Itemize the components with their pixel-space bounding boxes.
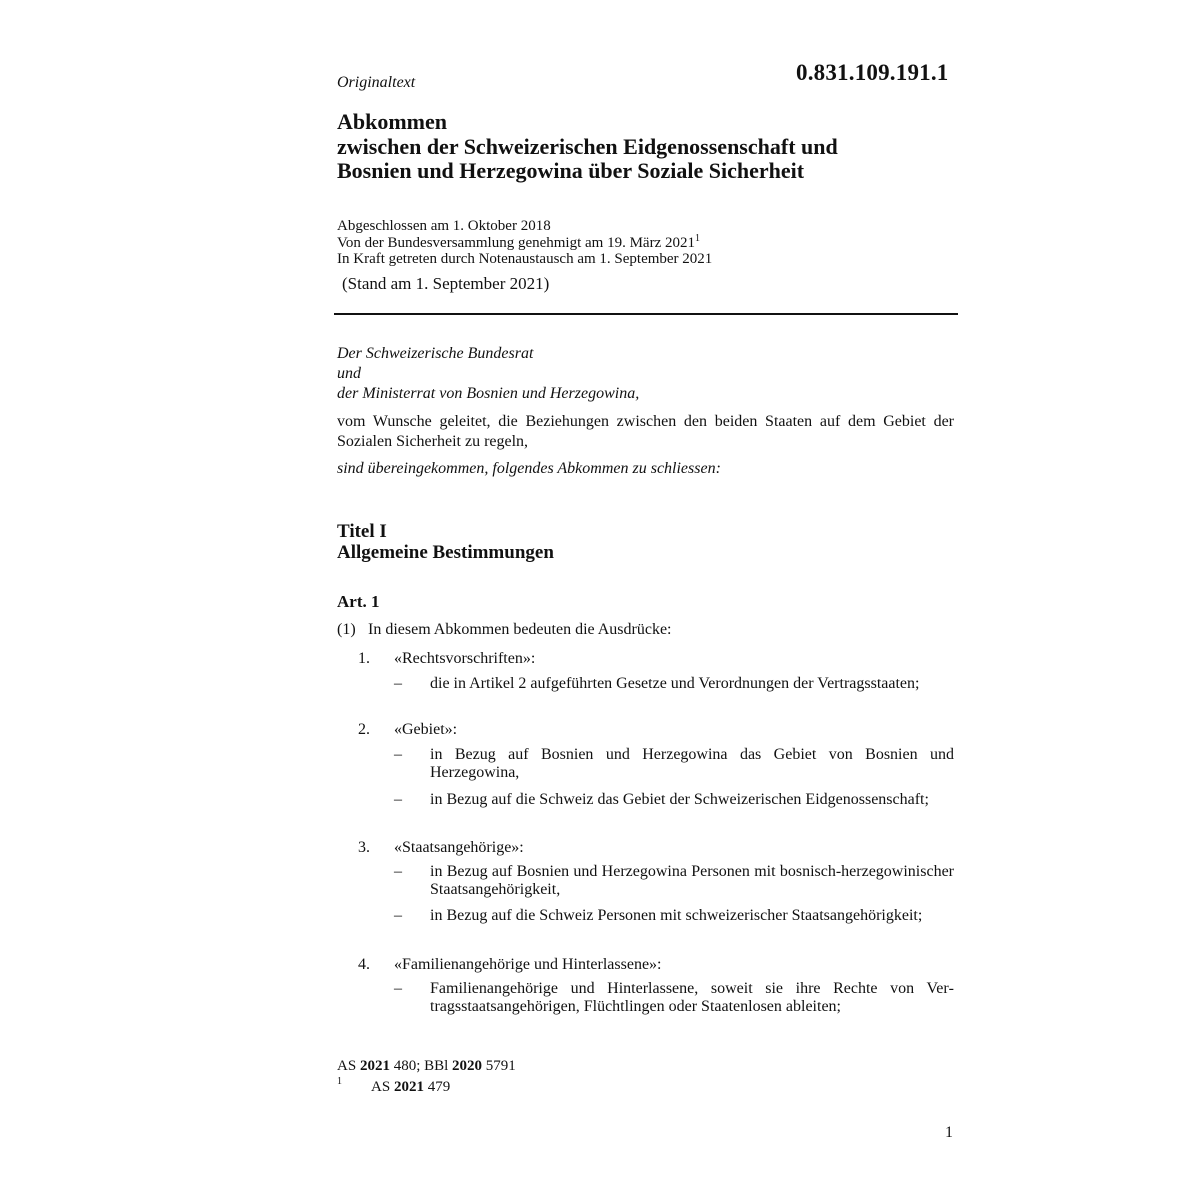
article-paragraph: [337, 621, 671, 639]
definition-term: «Familienangehörige und Hinterlassene»:: [394, 956, 662, 973]
approved-date: [337, 232, 712, 252]
stand-date: (Stand am 1. September 2021): [342, 274, 550, 293]
definition-dash: –: [394, 980, 402, 997]
definition-dash: –: [394, 746, 402, 763]
originaltext-label: Originaltext: [337, 74, 416, 91]
document-title: [337, 110, 838, 184]
as-prefix: AS: [337, 1058, 357, 1074]
definition-text: Familienangehörige und Hinterlassene, soweit sie ihre Rechte von Vertragsstaatsangehörigen, Flüchtlingen oder Staatenlosen ableiten;: [430, 980, 954, 1015]
definition-text: in Bezug auf Bosnien und Herzegowina das Gebiet von Bosnien und Herzegowina,: [430, 746, 954, 781]
section-name: Allgemeine Bestimmungen: [337, 542, 554, 563]
definition-term: «Staatsangehörige»:: [394, 839, 524, 856]
preamble-wish: vom Wunsche geleitet, die Beziehungen zwischen den beiden Staaten auf dem Gebiet der Sozialen Sicherheit zu regeln,: [337, 413, 954, 450]
section-titel: Titel I: [337, 521, 387, 542]
as-page: 480; BBl: [393, 1058, 449, 1074]
party-1: Der Schweizerische Bundesrat: [337, 345, 534, 362]
definition-dash: –: [394, 675, 402, 692]
concluded-date: Abgeschlossen am 1. Oktober 2018: [337, 218, 551, 234]
sr-number: 0.831.109.191.1: [796, 60, 949, 85]
divider: [334, 313, 958, 315]
in-force-date: In Kraft getreten durch Notenaustausch am 1. September 2021: [337, 251, 713, 267]
section-heading: [337, 521, 554, 563]
definition-dash: –: [394, 863, 402, 880]
page-number: 1: [945, 1124, 953, 1141]
fn-page: 479: [427, 1079, 451, 1095]
definition-number: 2.: [358, 721, 370, 738]
title-line-3: Bosnien und Herzegowina über Soziale Sicherheit: [337, 158, 805, 183]
footnote-1-text: [371, 1079, 450, 1096]
approved-text: Von der Bundesversammlung genehmigt am 19. März 2021: [337, 234, 695, 251]
title-line-2: zwischen der Schweizerischen Eidgenossenschaft und: [337, 133, 838, 159]
definition-dash: –: [394, 791, 402, 808]
preamble-agreed: sind übereingekommen, folgendes Abkommen zu schliessen:: [337, 460, 721, 477]
definition-text: in Bezug auf die Schweiz das Gebiet der Schweizerischen Eidgenossenschaft;: [430, 791, 929, 808]
footnote-mark: 1: [337, 1076, 342, 1087]
footnote-as-reference: [337, 1058, 516, 1075]
article-label: Art. 1: [337, 592, 380, 611]
definition-text: in Bezug auf Bosnien und Herzegowina Personen mit bosnisch-herzegowinischer Staatsangehörigkeit,: [430, 863, 954, 898]
definition-dash: –: [394, 907, 402, 924]
definition-text: in Bezug auf die Schweiz Personen mit schweizerischer Staatsangehörigkeit;: [430, 907, 923, 924]
definition-number: 3.: [358, 839, 370, 856]
definition-term: «Gebiet»:: [394, 721, 458, 738]
fn-prefix: AS: [371, 1079, 391, 1095]
definition-number: 1.: [358, 650, 370, 667]
document-meta: [337, 218, 712, 268]
definition-term: «Rechtsvorschriften»:: [394, 650, 536, 667]
bbl-year: 2020: [452, 1058, 483, 1074]
title-line-1: Abkommen: [337, 109, 448, 134]
as-year: 2021: [359, 1058, 390, 1074]
definition-text: die in Artikel 2 aufgeführten Gesetze und Verordnungen der Vertragsstaaten;: [430, 675, 920, 692]
fn-year: 2021: [393, 1079, 424, 1095]
bbl-page: 5791: [485, 1058, 516, 1074]
footnote-ref-1[interactable]: 1: [695, 232, 700, 244]
preamble-parties: [337, 344, 639, 404]
paragraph-number: (1): [337, 621, 356, 638]
definition-number: 4.: [358, 956, 370, 973]
paragraph-text: In diesem Abkommen bedeuten die Ausdrücke:: [368, 621, 672, 638]
party-and: und: [337, 365, 361, 382]
party-2: der Ministerrat von Bosnien und Herzegowina,: [337, 385, 640, 402]
